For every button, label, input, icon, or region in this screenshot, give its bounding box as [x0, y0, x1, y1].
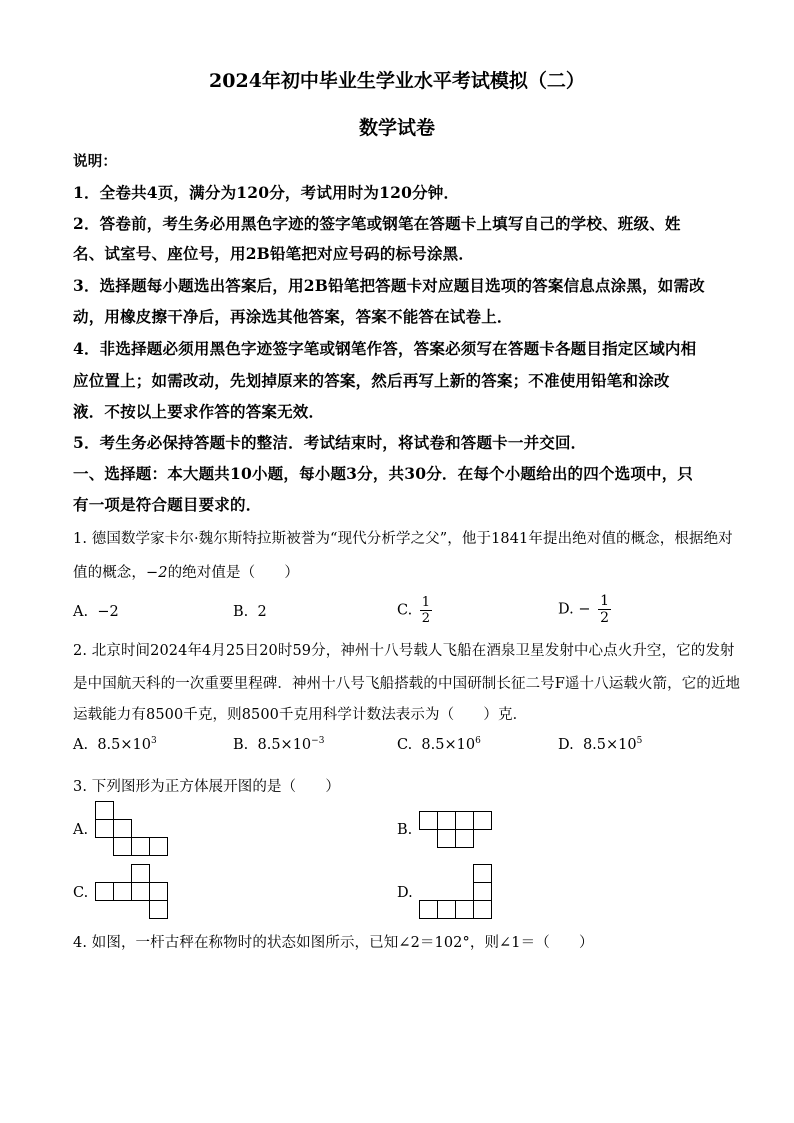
net-square	[95, 801, 114, 820]
instruction-line-1: 1．全卷共4页，满分为120分，考试用时为120分钟．	[73, 183, 460, 202]
option-label: C.	[397, 602, 413, 619]
minus-sign: −	[578, 601, 591, 618]
q2-stem-line-1: 2. 北京时间2024年4月25日20时59分，神州十八号载人飞船在酒泉卫星发射中心点火升空，它的发射	[73, 643, 735, 659]
q2-stem-line-3: 运载能力有8500千克，则8500千克用科学计数法表示为（ ）克．	[73, 707, 528, 723]
option-exponent: 6	[475, 736, 481, 746]
net-square	[473, 882, 492, 901]
section1-heading-line-1: 一、选择题：本大题共10小题，每小题3分，共30分．在每个小题给出的四个选项中，只	[73, 464, 694, 483]
q1-stem-suffix: 的绝对值是（ ）	[167, 565, 299, 581]
net-square	[113, 837, 132, 856]
exam-title: 2024年初中毕业生学业水平考试模拟（二）	[209, 70, 585, 92]
net-square	[131, 882, 150, 901]
option-exponent: −3	[311, 736, 325, 746]
q1-option-a[interactable]	[73, 604, 119, 620]
instruction-line-5: 动，用橡皮擦干净后，再涂选其他答案，答案不能答在试卷上．	[73, 307, 513, 326]
q3-stem: 3. 下列图形为正方体展开图的是（ ）	[73, 779, 340, 795]
q2-stem-line-2: 是中国航天科的一次重要里程碑．神州十八号飞船搭载的中国研制长征二号F遥十八运载火箭，它的近地	[73, 676, 741, 692]
instruction-line-6: 4．非选择题必须用黑色字迹签字笔或钢笔作答，答案必须写在答题卡各题目指定区域内相	[73, 339, 697, 358]
net-square	[95, 819, 114, 838]
instruction-line-8: 液．不按以上要求作答的答案无效．	[73, 402, 325, 421]
option-exponent: 3	[150, 736, 157, 746]
net-square	[437, 811, 456, 830]
fraction	[598, 594, 611, 625]
net-square	[455, 900, 474, 919]
instruction-line-7: 应位置上；如需改动，先划掉原来的答案，然后再写上新的答案；不准使用铅笔和涂改	[73, 371, 670, 390]
instruction-line-9: 5．考生务必保持答题卡的整洁．考试结束时，将试卷和答题卡一并交回．	[73, 433, 587, 452]
q3-option-d-label[interactable]: D.	[397, 885, 413, 901]
q2-option-c[interactable]	[397, 736, 481, 753]
q3-option-c-label[interactable]: C.	[73, 885, 89, 901]
q1-stem-prefix: 值的概念，	[73, 565, 146, 581]
net-square	[437, 829, 456, 848]
net-square	[473, 811, 492, 830]
net-square	[455, 829, 474, 848]
q1-math-expression: −2	[146, 565, 168, 581]
option-value: 8.5×10	[97, 737, 151, 753]
net-square	[419, 811, 438, 830]
q1-stem-line-1: 1. 德国数学家卡尔·魏尔斯特拉斯被誉为“现代分析学之父”，他于1841年提出绝对值的概念，根据绝对	[73, 531, 733, 547]
net-square	[437, 900, 456, 919]
option-label: A.	[73, 737, 89, 753]
option-label: B.	[233, 604, 249, 620]
instruction-line-2: 2．答卷前，考生务必用黑色字迹的签字笔或钢笔在答题卡上填写自己的学校、班级、姓	[73, 214, 681, 233]
option-label: D.	[558, 601, 574, 618]
net-square	[131, 864, 150, 883]
q4-stem: 4. 如图，一杆古秤在称物时的状态如图所示，已知∠2＝102°，则∠1＝（ ）	[73, 935, 594, 951]
q1-stem-line-2	[73, 561, 299, 582]
q1-option-b[interactable]	[233, 604, 267, 620]
net-square	[455, 811, 474, 830]
option-value: 8.5×10	[421, 737, 476, 753]
option-value: 8.5×10	[582, 737, 637, 753]
net-square	[113, 819, 132, 838]
net-square	[95, 882, 114, 901]
option-value: 2	[257, 604, 267, 620]
section1-heading-line-2: 有一项是符合题目要求的．	[73, 495, 262, 514]
net-square	[473, 900, 492, 919]
fraction-denominator: 2	[421, 611, 431, 626]
fraction-numerator: 1	[600, 593, 610, 609]
option-value: −2	[97, 604, 119, 620]
q3-option-b-label[interactable]: B.	[397, 822, 413, 838]
option-label: A.	[73, 604, 89, 620]
fraction-numerator: 1	[421, 595, 431, 610]
fraction	[420, 596, 432, 625]
q3-option-a-label[interactable]: A.	[73, 822, 89, 838]
q1-option-c[interactable]	[397, 596, 432, 625]
instruction-line-4: 3．选择题每小题选出答案后，用2B铅笔把答题卡对应题目选项的答案信息点涂黑，如需改	[73, 276, 705, 295]
instruction-line-3: 名、试室号、座位号，用2B铅笔把对应号码的标号涂黑．	[73, 244, 475, 263]
net-square	[473, 864, 492, 883]
net-square	[113, 882, 132, 901]
exam-subtitle: 数学试卷	[358, 117, 435, 139]
q2-option-b[interactable]	[233, 736, 324, 753]
net-square	[419, 900, 438, 919]
option-label: C.	[397, 737, 413, 753]
option-value: 8.5×10	[257, 737, 312, 753]
q1-option-d[interactable]	[558, 594, 611, 625]
net-square	[149, 837, 168, 856]
q2-option-a[interactable]	[73, 736, 157, 753]
option-exponent: 5	[636, 736, 643, 746]
option-label: B.	[233, 737, 249, 753]
q2-option-d[interactable]	[558, 736, 642, 753]
net-square	[131, 837, 150, 856]
fraction-denominator: 2	[600, 610, 610, 626]
option-label: D.	[558, 737, 574, 753]
net-square	[149, 882, 168, 901]
instructions-heading: 说明：	[73, 153, 118, 170]
net-square	[149, 900, 168, 919]
